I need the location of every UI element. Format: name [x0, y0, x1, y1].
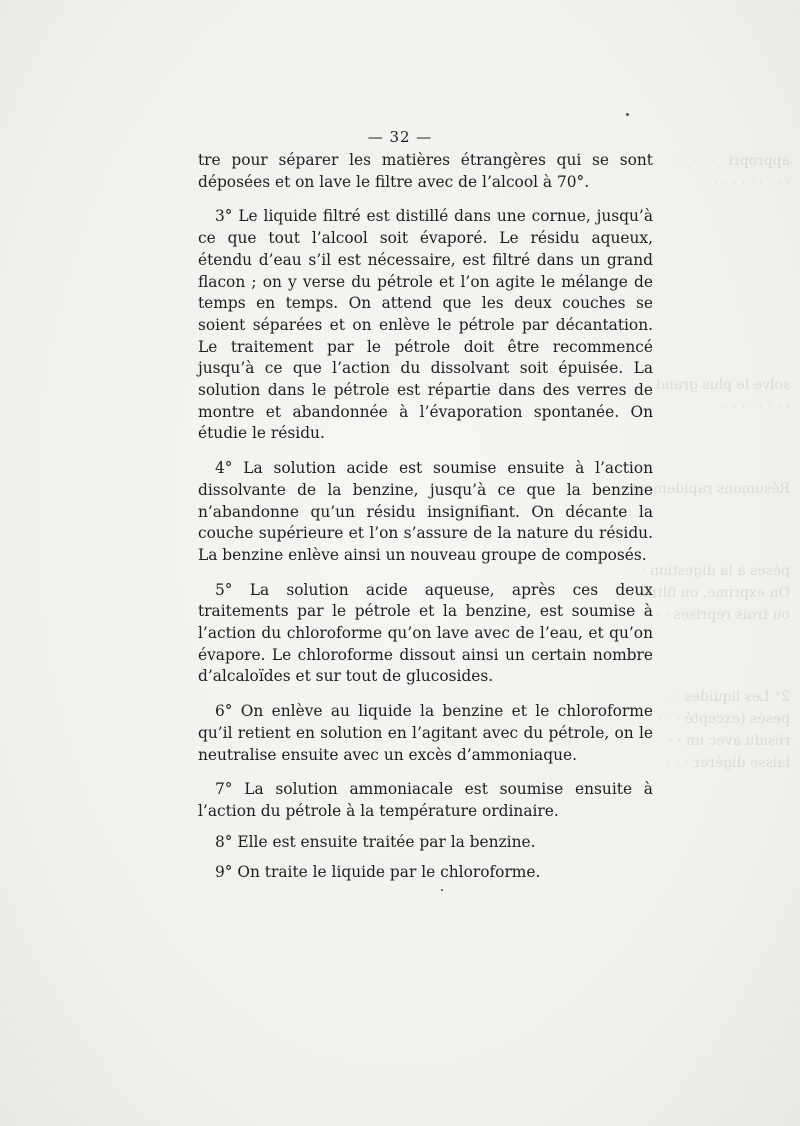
paragraph-step-7: 7° La solution ammoniacale est soumise ensuite à l’action du pétrole à la température ordinaire.: [198, 780, 653, 820]
paper-speck: [441, 889, 443, 891]
paragraph-step-4: 4° La solution acide est soumise ensuite à l’action dissolvante de la benzine, jusqu’à ce que la benzine n’abandonne qu’un résidu insignifiant. On décante la couche supérieure et l’on s’assure de la nature du résidu. La benzine enlève ainsi un nouveau groupe de composés.: [198, 459, 653, 564]
paper-speck: [626, 113, 629, 116]
body-text: [198, 150, 653, 884]
paragraph-step-8: 8° Elle est ensuite traitée par la benzine.: [215, 832, 536, 851]
paragraph-step-5: 5° La solution acide aqueuse, après ces deux traitements par le pétrole et la benzine, est soumise à l’action du chloroforme qu’on lave avec de l’eau, et qu’on évapore. Le chloroforme dissout ainsi un certain nombre d’alcaloïdes et sur tout de glucosides.: [198, 580, 653, 686]
paragraph-continuation: tre pour séparer les matières étrangères qui se sont déposées et on lave le filtre avec de l’alcool à 70°.: [198, 151, 653, 191]
paragraph-step-6: 6° On enlève au liquide la benzine et le chloroforme qu’il retient en solution en l’agitant avec du pétrole, on le neutralise ensuite avec un excès d’ammoniaque.: [198, 702, 653, 764]
paragraph-step-3: 3° Le liquide filtré est distillé dans une cornue, jusqu’à ce que tout l’alcool soit évaporé. Le résidu aqueux, étendu d’eau s’il est nécessaire, est filtré dans un grand flacon ; on y verse du pétrole et l’on agite le mélange de temps en temps. On attend que les deux couches se soient séparées et on enlève le pétrole par décantation. Le traitement par le pétrole doit être recommencé jusqu’à ce que l’action du dissolvant soit épuisée. La solution dans le pétrole est répartie dans des verres de montre et abandonnée à l’évaporation spontanée. On étudie le résidu.: [198, 207, 653, 443]
bleed-through-texture: appropri · · · · · · · · · · · · · · · solve le plus grand · · · · · · · · Résumons rapidement · · pèses à la digestion · · On exprime, on filtre · · ou trois reprises · · · 2° Les liquides · · pesés (excepté · · · résidu avec un · · laisse digérer · · ·: [612, 153, 790, 771]
paragraph-step-9: 9° On traite le liquide par le chloroforme.: [215, 863, 541, 882]
page-number: — 32 —: [367, 128, 433, 146]
